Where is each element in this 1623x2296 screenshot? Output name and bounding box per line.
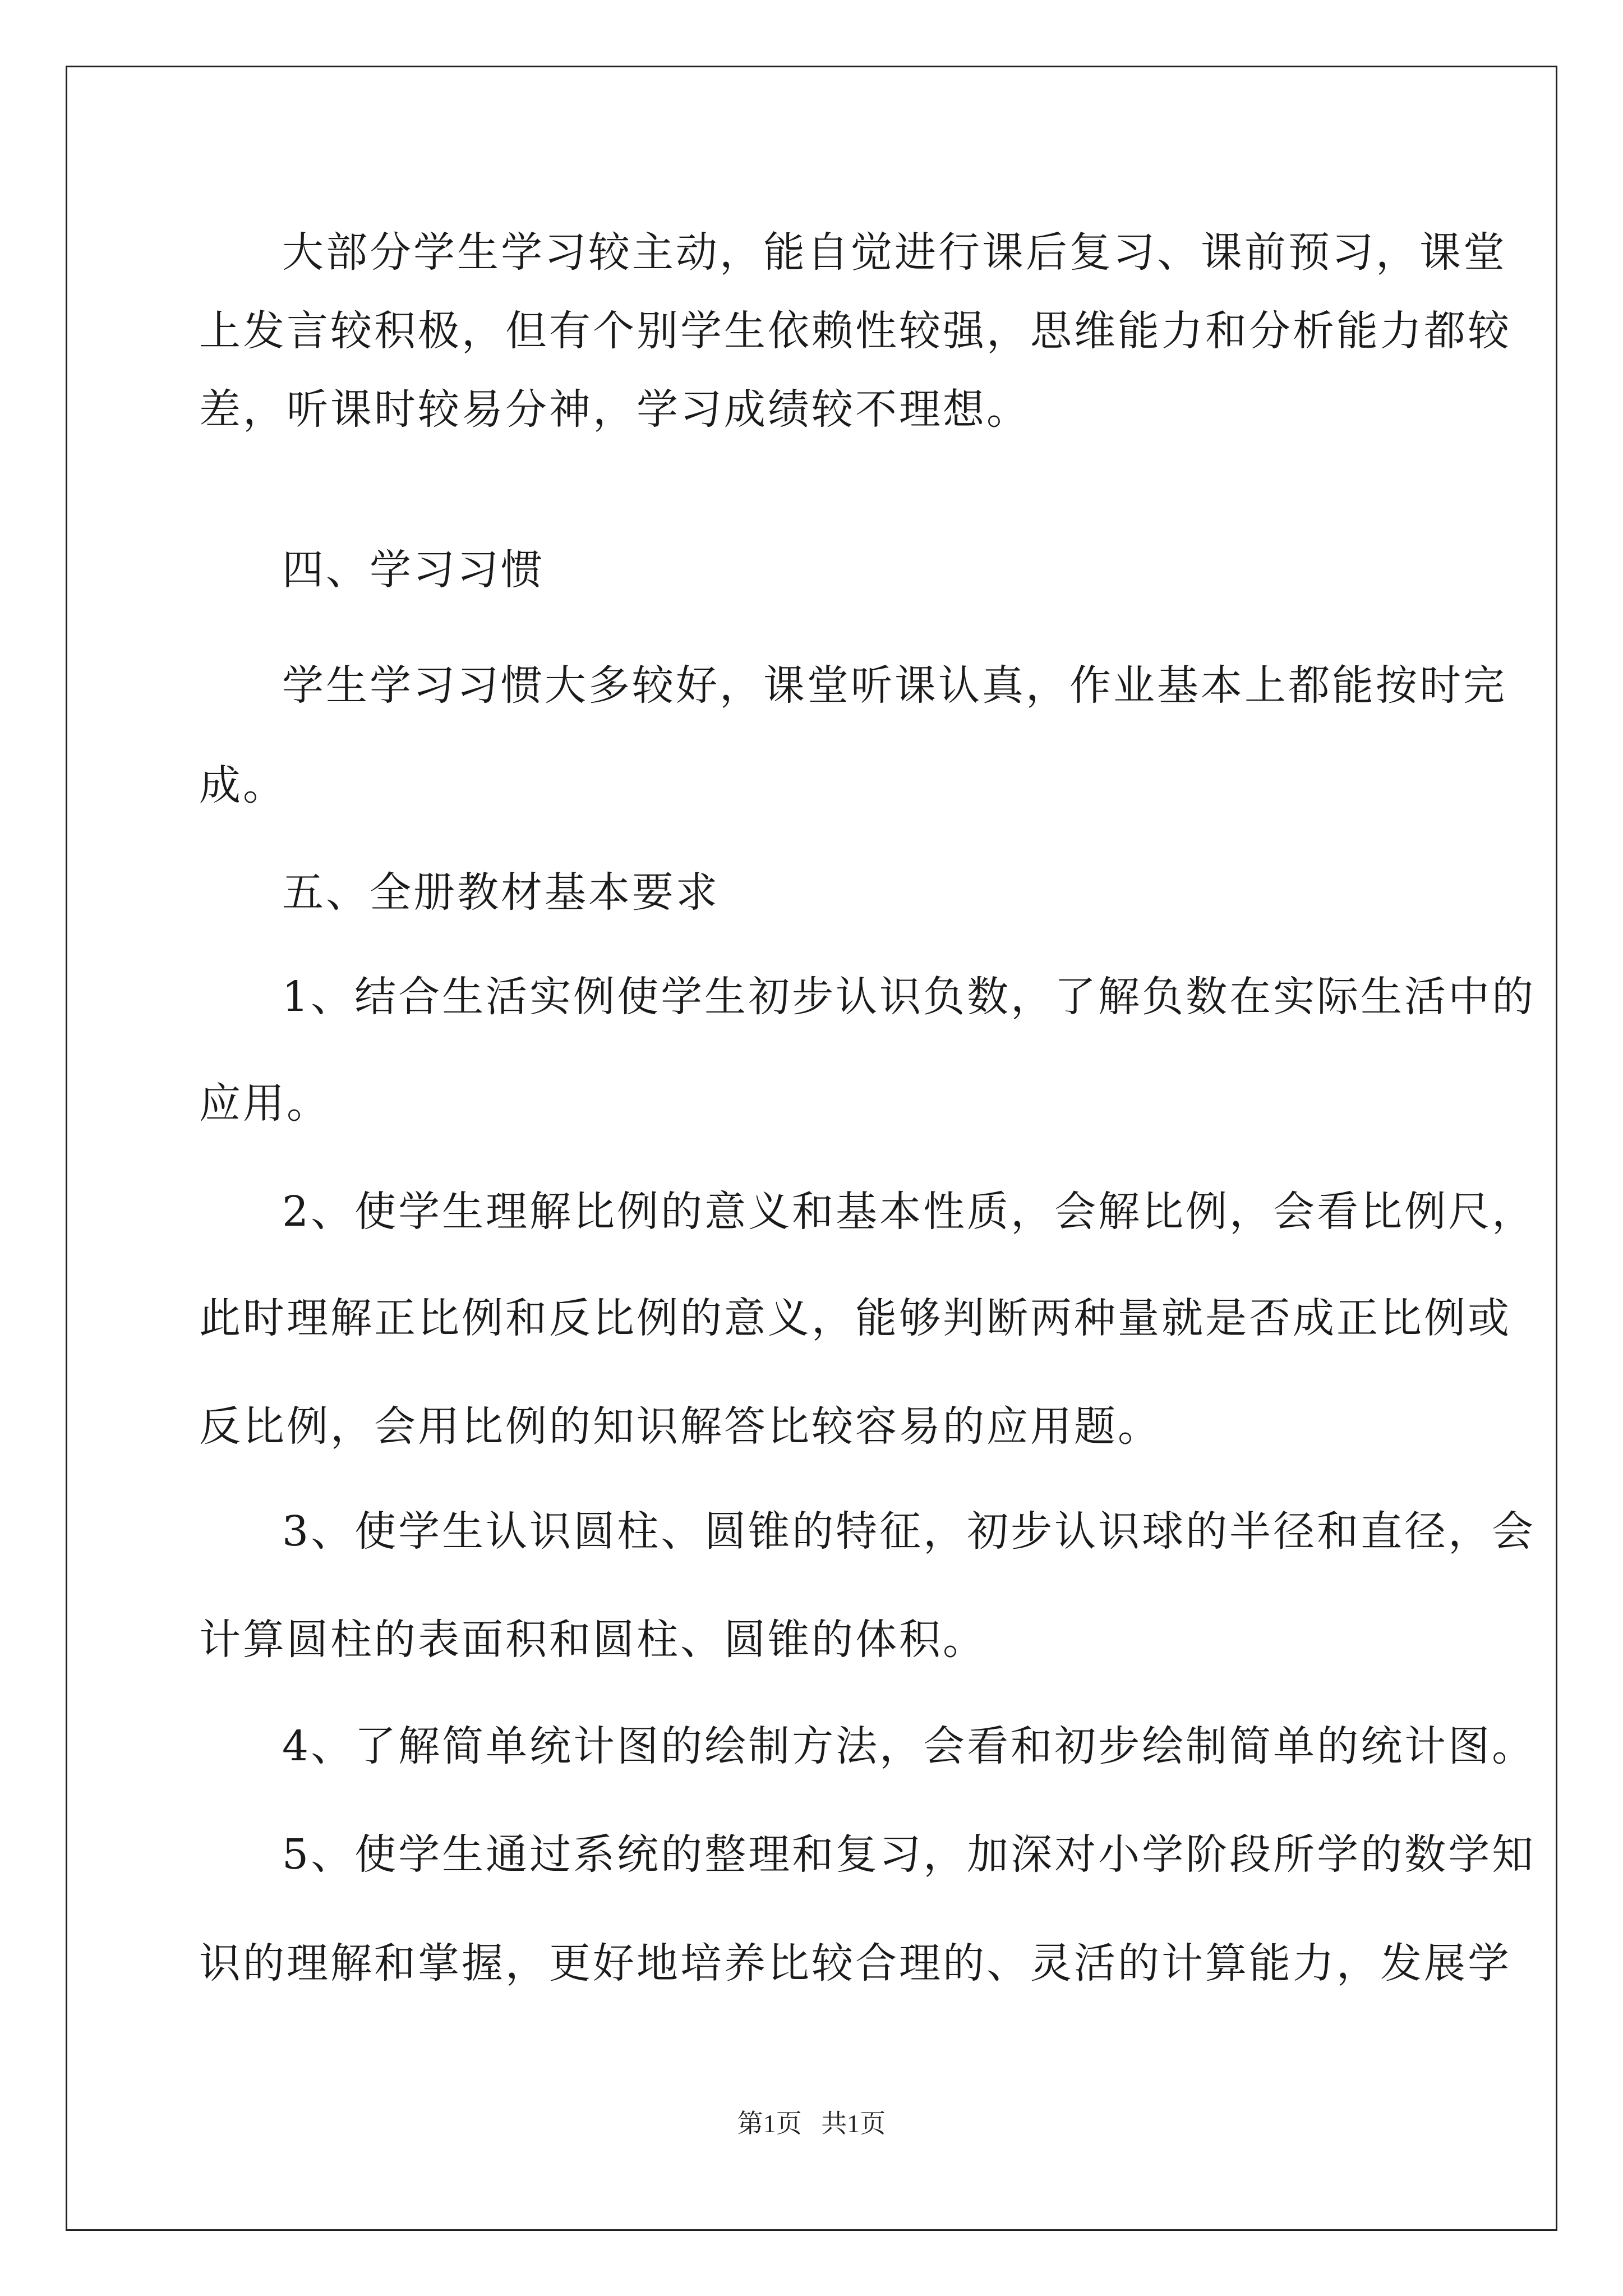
paragraph-line: 5、使学生通过系统的整理和复习，加深对小学阶段所学的数学知 <box>282 1830 1536 1879</box>
paragraph-line: 学生学习习惯大多较好，课堂听课认真，作业基本上都能按时完 <box>282 661 1507 710</box>
paragraph-line: 2、使学生理解比例的意义和基本性质，会解比例，会看比例尺， <box>282 1188 1536 1236</box>
paragraph-line: 差，听课时较易分神，学习成绩较不理想。 <box>199 385 1030 434</box>
paragraph-line: 成。 <box>199 761 287 809</box>
paragraph-line: 4、了解简单统计图的绘制方法，会看和初步绘制简单的统计图。 <box>282 1722 1536 1770</box>
paragraph-line: 3、使学生认识圆柱、圆锥的特征，初步认识球的半径和直径，会 <box>282 1507 1536 1556</box>
paragraph-line: 应用。 <box>199 1079 330 1128</box>
paragraph-line: 大部分学生学习较主动，能自觉进行课后复习、课前预习，课堂 <box>282 228 1507 277</box>
section-heading: 五、全册教材基本要求 <box>282 868 720 917</box>
page-number-footer: 第1页 共1页 <box>737 2109 886 2138</box>
paragraph-line: 1、结合生活实例使学生初步认识负数，了解负数在实际生活中的 <box>282 973 1536 1021</box>
section-heading: 四、学习习惯 <box>282 546 545 594</box>
paragraph-line: 上发言较积极，但有个别学生依赖性较强，思维能力和分析能力都较 <box>199 307 1511 355</box>
paragraph-line: 此时理解正比例和反比例的意义，能够判断两种量就是否成正比例或 <box>199 1294 1511 1342</box>
paragraph-line: 计算圆柱的表面积和圆柱、圆锥的体积。 <box>199 1616 986 1664</box>
paragraph-line: 识的理解和掌握，更好地培养比较合理的、灵活的计算能力，发展学 <box>199 1939 1511 1987</box>
paragraph-line: 反比例，会用比例的知识解答比较容易的应用题。 <box>199 1402 1161 1451</box>
